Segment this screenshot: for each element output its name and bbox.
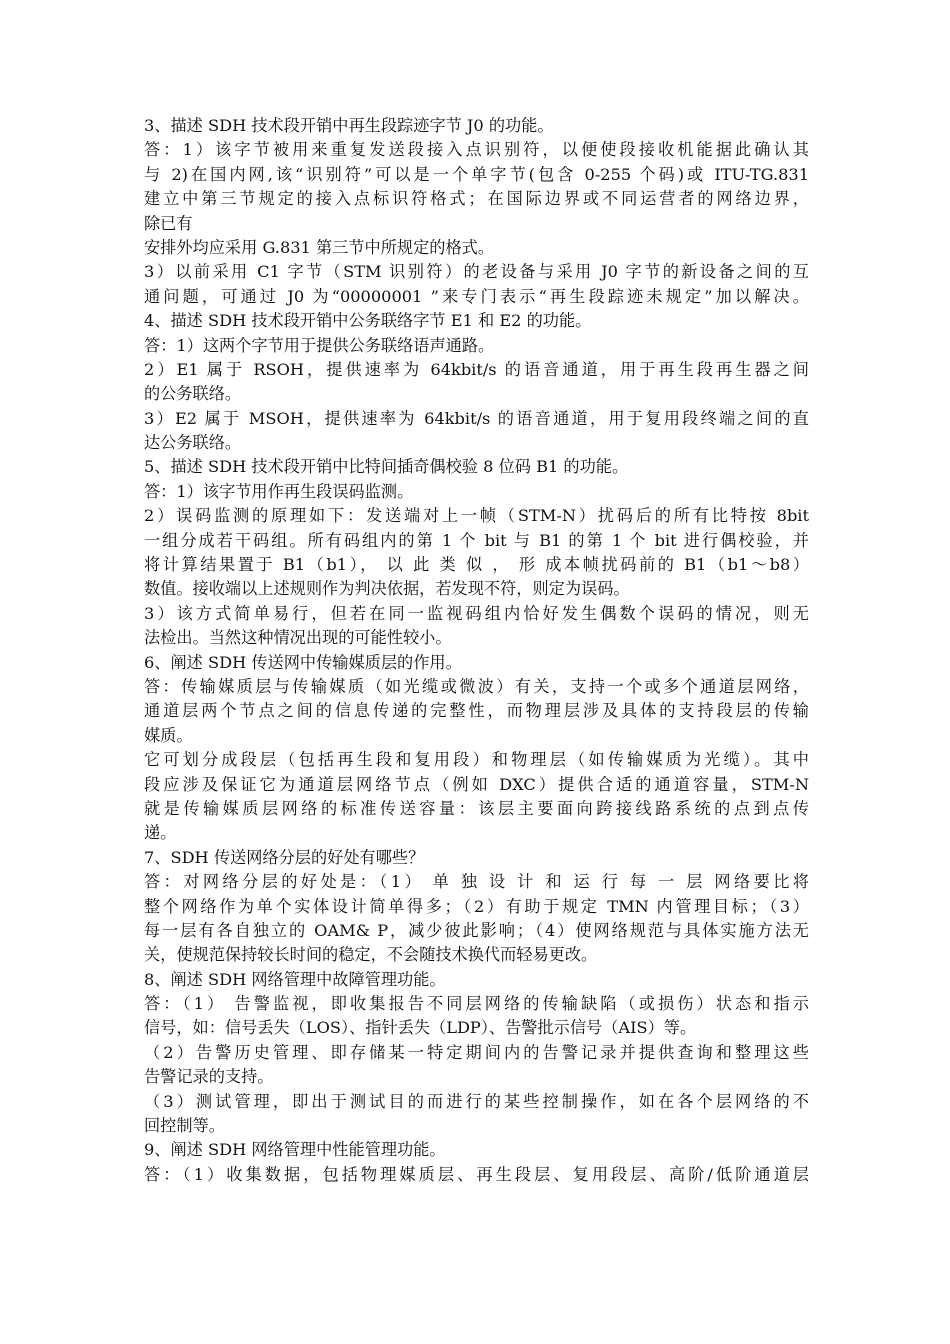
- text-line: 答：对网络分层的好处是：（1） 单 独 设 计 和 运 行 每 一 层 网络要比将: [144, 872, 809, 892]
- text-line: 答：传输媒质层与传输媒质（如光缆或微波）有关，支持一个或多个通道层网络，: [144, 676, 809, 696]
- text-line: 告警记录的支持。: [144, 1067, 274, 1087]
- text-line: 将计算结果置于 B1（b1）， 以 此 类 似 ， 形 成本帧扰码前的 B1（b1～b8）: [144, 555, 809, 575]
- document-page: [144, 114, 809, 1187]
- text-line: 的公务联络。: [144, 384, 242, 404]
- text-line: 3）E2 属于 MSOH，提供速率为 64kbit/s 的语音通道，用于复用段终端之间的直: [144, 408, 809, 428]
- heading-q9: 9、阐述 SDH 网络管理中性能管理功能。: [144, 1140, 446, 1160]
- text-line: 段应涉及保证它为通道层网络节点（例如 DXC）提供合适的通道容量，STM-N: [144, 774, 809, 794]
- text-line: 通问题，可通过 J0 为“00000001 ”来专门表示“再生段踪迹未规定”加以解决。: [144, 286, 809, 306]
- text-line: 就是传输媒质层网络的标准传送容量：该层主要面向跨接线路系统的点到点传: [144, 798, 809, 818]
- heading-q8: 8、阐述 SDH 网络管理中故障管理功能。: [144, 969, 446, 989]
- text-line: 通道层两个节点之间的信息传递的完整性，而物理层涉及具体的支持段层的传输: [144, 701, 809, 721]
- text-line: 答：（1） 告警监视，即收集报告不同层网络的传输缺陷（或损伤）状态和指示: [144, 994, 809, 1014]
- text-line: 媒质。: [144, 725, 193, 745]
- heading-q4: 4、描述 SDH 技术段开销中公务联络字节 E1 和 E2 的功能。: [144, 311, 592, 331]
- text-line: 答：1）该字节用作再生段误码监测。: [144, 481, 414, 501]
- text-line: 关，使规范保持较长时间的稳定，不会随技术换代而轻易更改。: [144, 945, 598, 965]
- text-line: 建立中第三节规定的接入点标识符格式；在国际边界或不同运营者的网络边界，: [144, 189, 809, 209]
- text-line: 递。: [144, 823, 177, 843]
- text-line: 整个网络作为单个实体设计简单得多；（2）有助于规定 TMN 内管理目标；（3）: [144, 896, 809, 916]
- text-line: 2）误码监测的原理如下：发送端对上一帧（STM-N）扰码后的所有比特按 8bit: [144, 506, 809, 526]
- text-line: 每一层有各自独立的 OAM& P，减少彼此影响；（4）使网络规范与具体实施方法无: [144, 920, 809, 940]
- text-line: （2）告警历史管理、即存储某一特定期间内的告警记录并提供查询和整理这些: [144, 1042, 809, 1062]
- text-line: 3）该方式简单易行，但若在同一监视码组内恰好发生偶数个误码的情况，则无: [144, 603, 809, 623]
- heading-q5: 5、描述 SDH 技术段开销中比特间插奇偶校验 8 位码 B1 的功能。: [144, 457, 629, 477]
- text-line: 信号，如：信号丢失（LOS）、指针丢失（LDP）、告警批示信号（AIS）等。: [144, 1018, 697, 1038]
- heading-q7: 7、SDH 传送网络分层的好处有哪些？: [144, 847, 425, 867]
- text-line: 除已有: [144, 213, 193, 233]
- text-line: 法检出。当然这种情况出现的可能性较小。: [144, 628, 452, 648]
- text-line: 安排外均应采用 G.831 第三节中所规定的格式。: [144, 237, 495, 257]
- text-line: 答：1）这两个字节用于提供公务联络语声通路。: [144, 335, 495, 355]
- text-line: 它可划分成段层（包括再生段和复用段）和物理层（如传输媒质为光缆）。其中: [144, 750, 809, 770]
- text-line: 达公务联络。: [144, 433, 242, 453]
- text-line: 与 2)在国内网,该“识别符”可以是一个单字节(包含 0-255 个码)或 ITU-TG.831: [144, 164, 809, 184]
- heading-q6: 6、阐述 SDH 传送网中传输媒质层的作用。: [144, 652, 462, 672]
- text-line: （3）测试管理，即出于测试目的而进行的某些控制操作，如在各个层网络的不: [144, 1091, 809, 1111]
- text-line: 回控制等。: [144, 1116, 225, 1136]
- text-line: 答：1）该字节被用来重复发送段接入点识别符，以便使段接收机能据此确认其: [144, 140, 809, 160]
- text-line: 2）E1 属于 RSOH，提供速率为 64kbit/s 的语音通道，用于再生段再生器之间: [144, 359, 809, 379]
- text-line: 答：（1）收集数据，包括物理媒质层、再生段层、复用段层、高阶/低阶通道层: [144, 1164, 809, 1184]
- text-line: 数值。接收端以上述规则作为判决依据，若发现不符，则定为误码。: [144, 579, 630, 599]
- text-line: 一组分成若干码组。所有码组内的第 1 个 bit 与 B1 的第 1 个 bit 进行偶校验，并: [144, 530, 809, 550]
- text-line: 3）以前采用 C1 字节（STM 识别符）的老设备与采用 J0 字节的新设备之间的互: [144, 262, 809, 282]
- heading-q3: 3、描述 SDH 技术段开销中再生段踪迹字节 J0 的功能。: [144, 116, 554, 135]
